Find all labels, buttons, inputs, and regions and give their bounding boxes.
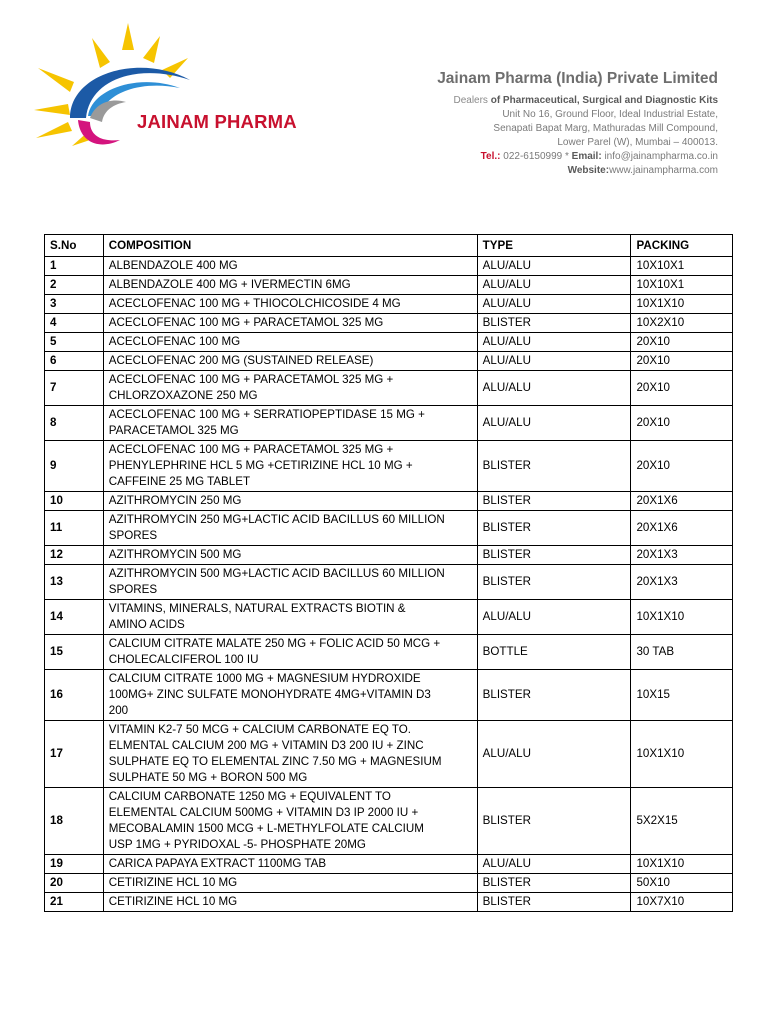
table-header-row bbox=[45, 235, 733, 257]
cell-sno: 13 bbox=[45, 565, 104, 600]
cell-type: ALU/ALU bbox=[477, 600, 631, 635]
cell-sno: 16 bbox=[45, 670, 104, 721]
composition-line: CARICA PAPAYA EXTRACT 1100MG TAB bbox=[108, 857, 327, 870]
cell-type: ALU/ALU bbox=[477, 352, 631, 371]
cell-composition bbox=[103, 874, 477, 893]
cell-composition bbox=[103, 511, 477, 546]
cell-type: BLISTER bbox=[477, 511, 631, 546]
table-row bbox=[45, 406, 733, 441]
composition-line: CHLORZOXAZONE 250 MG bbox=[108, 389, 258, 402]
cell-composition bbox=[103, 893, 477, 912]
composition-line: 200 bbox=[108, 704, 129, 717]
composition-line: AMINO ACIDS bbox=[108, 618, 185, 631]
table-row bbox=[45, 874, 733, 893]
contact-line bbox=[358, 150, 718, 164]
cell-packing: 10X2X10 bbox=[631, 314, 733, 333]
cell-composition bbox=[103, 352, 477, 371]
website-value[interactable]: www.jainampharma.com bbox=[609, 165, 718, 176]
composition-line: AZITHROMYCIN 250 MG+LACTIC ACID BACILLUS 60 MILLION bbox=[108, 513, 445, 526]
composition-line: MECOBALAMIN 1500 MCG + L-METHYLFOLATE CALCIUM bbox=[108, 822, 424, 835]
header-composition: COMPOSITION bbox=[103, 235, 477, 257]
table-row bbox=[45, 546, 733, 565]
cell-sno: 19 bbox=[45, 855, 104, 874]
cell-packing: 10X1X10 bbox=[631, 600, 733, 635]
cell-composition bbox=[103, 276, 477, 295]
cell-sno: 21 bbox=[45, 893, 104, 912]
cell-type: ALU/ALU bbox=[477, 333, 631, 352]
cell-sno: 15 bbox=[45, 635, 104, 670]
cell-packing: 20X1X6 bbox=[631, 492, 733, 511]
tel-value: 022-6150999 * bbox=[500, 151, 572, 162]
table-row bbox=[45, 855, 733, 874]
table-row bbox=[45, 333, 733, 352]
cell-type: ALU/ALU bbox=[477, 295, 631, 314]
composition-line: ACECLOFENAC 100 MG + SERRATIOPEPTIDASE 15 MG + bbox=[108, 408, 425, 421]
cell-packing: 20X10 bbox=[631, 371, 733, 406]
cell-type: ALU/ALU bbox=[477, 855, 631, 874]
cell-packing: 10X10X1 bbox=[631, 276, 733, 295]
table-row bbox=[45, 257, 733, 276]
table-row bbox=[45, 371, 733, 406]
company-logo bbox=[30, 18, 297, 153]
cell-type: BLISTER bbox=[477, 546, 631, 565]
cell-composition bbox=[103, 635, 477, 670]
cell-composition bbox=[103, 371, 477, 406]
cell-packing: 20X10 bbox=[631, 406, 733, 441]
table-row bbox=[45, 441, 733, 492]
cell-type: ALU/ALU bbox=[477, 406, 631, 441]
cell-type: BLISTER bbox=[477, 788, 631, 855]
cell-packing: 10X1X10 bbox=[631, 295, 733, 314]
cell-sno: 9 bbox=[45, 441, 104, 492]
company-info bbox=[358, 70, 718, 178]
cell-type: ALU/ALU bbox=[477, 721, 631, 788]
cell-composition bbox=[103, 721, 477, 788]
cell-type: BLISTER bbox=[477, 874, 631, 893]
composition-line: ACECLOFENAC 100 MG + PARACETAMOL 325 MG bbox=[108, 316, 384, 329]
cell-composition bbox=[103, 333, 477, 352]
composition-line: CETIRIZINE HCL 10 MG bbox=[108, 876, 238, 889]
cell-sno: 6 bbox=[45, 352, 104, 371]
composition-line: SPORES bbox=[108, 583, 158, 596]
cell-packing: 20X10 bbox=[631, 333, 733, 352]
table-row bbox=[45, 511, 733, 546]
composition-line: ALBENDAZOLE 400 MG bbox=[108, 259, 238, 272]
cell-packing: 5X2X15 bbox=[631, 788, 733, 855]
composition-line: ACECLOFENAC 100 MG bbox=[108, 335, 241, 348]
product-table bbox=[44, 234, 733, 912]
cell-packing: 20X1X3 bbox=[631, 546, 733, 565]
cell-composition bbox=[103, 441, 477, 492]
dealers-prefix: Dealers bbox=[453, 95, 491, 106]
cell-type: BLISTER bbox=[477, 893, 631, 912]
composition-line: AZITHROMYCIN 500 MG bbox=[108, 548, 242, 561]
cell-sno: 7 bbox=[45, 371, 104, 406]
composition-line: ALBENDAZOLE 400 MG + IVERMECTIN 6MG bbox=[108, 278, 351, 291]
cell-sno: 12 bbox=[45, 546, 104, 565]
cell-sno: 3 bbox=[45, 295, 104, 314]
cell-type: BLISTER bbox=[477, 441, 631, 492]
cell-type: ALU/ALU bbox=[477, 371, 631, 406]
cell-sno: 10 bbox=[45, 492, 104, 511]
cell-composition bbox=[103, 670, 477, 721]
logo-text: JAINAM PHARMA bbox=[137, 111, 297, 132]
header-sno: S.No bbox=[45, 235, 104, 257]
cell-packing: 10X1X10 bbox=[631, 855, 733, 874]
cell-packing: 30 TAB bbox=[631, 635, 733, 670]
cell-packing: 10X1X10 bbox=[631, 721, 733, 788]
cell-packing: 10X15 bbox=[631, 670, 733, 721]
website-line bbox=[358, 164, 718, 178]
table-row bbox=[45, 721, 733, 788]
composition-line: ACECLOFENAC 200 MG (SUSTAINED RELEASE) bbox=[108, 354, 374, 367]
cell-packing: 20X10 bbox=[631, 352, 733, 371]
table-row bbox=[45, 600, 733, 635]
composition-line: CALCIUM CARBONATE 1250 MG + EQUIVALENT TO bbox=[108, 790, 391, 803]
composition-line: 100MG+ ZINC SULFATE MONOHYDRATE 4MG+VITAMIN D3 bbox=[108, 688, 431, 701]
cell-sno: 8 bbox=[45, 406, 104, 441]
table-row bbox=[45, 492, 733, 511]
cell-sno: 4 bbox=[45, 314, 104, 333]
cell-composition bbox=[103, 855, 477, 874]
composition-line: ACECLOFENAC 100 MG + PARACETAMOL 325 MG + bbox=[108, 373, 394, 386]
table-row bbox=[45, 788, 733, 855]
composition-line: CAFFEINE 25 MG TABLET bbox=[108, 475, 251, 488]
email-label: Email: bbox=[571, 151, 602, 162]
composition-line: SULPHATE EQ TO ELEMENTAL ZINC 7.50 MG + MAGNESIUM bbox=[108, 755, 442, 768]
cell-packing: 20X1X6 bbox=[631, 511, 733, 546]
email-value[interactable]: info@jainampharma.co.in bbox=[601, 151, 718, 162]
cell-composition bbox=[103, 257, 477, 276]
cell-type: BOTTLE bbox=[477, 635, 631, 670]
cell-composition bbox=[103, 295, 477, 314]
cell-composition bbox=[103, 406, 477, 441]
company-name: Jainam Pharma (India) Private Limited bbox=[437, 70, 718, 87]
composition-line: USP 1MG + PYRIDOXAL -5- PHOSPHATE 20MG bbox=[108, 838, 366, 851]
cell-sno: 11 bbox=[45, 511, 104, 546]
cell-type: BLISTER bbox=[477, 565, 631, 600]
cell-type: ALU/ALU bbox=[477, 257, 631, 276]
table-row bbox=[45, 352, 733, 371]
cell-sno: 2 bbox=[45, 276, 104, 295]
cell-composition bbox=[103, 314, 477, 333]
cell-composition bbox=[103, 600, 477, 635]
table-body bbox=[45, 257, 733, 912]
composition-line: VITAMIN K2-7 50 MCG + CALCIUM CARBONATE EQ TO. bbox=[108, 723, 412, 736]
address-line-1: Unit No 16, Ground Floor, Ideal Industrial Estate, bbox=[502, 109, 718, 120]
dealers-description: of Pharmaceutical, Surgical and Diagnostic Kits bbox=[490, 95, 718, 106]
composition-line: CHOLECALCIFEROL 100 IU bbox=[108, 653, 259, 666]
website-label: Website: bbox=[567, 165, 610, 176]
composition-line: PARACETAMOL 325 MG bbox=[108, 424, 239, 437]
composition-line: SULPHATE 50 MG + BORON 500 MG bbox=[108, 771, 308, 784]
cell-sno: 18 bbox=[45, 788, 104, 855]
table-row bbox=[45, 565, 733, 600]
header-packing: PACKING bbox=[631, 235, 733, 257]
table-row bbox=[45, 893, 733, 912]
cell-sno: 17 bbox=[45, 721, 104, 788]
cell-sno: 5 bbox=[45, 333, 104, 352]
table-row bbox=[45, 314, 733, 333]
cell-composition bbox=[103, 492, 477, 511]
cell-composition bbox=[103, 565, 477, 600]
composition-line: AZITHROMYCIN 500 MG+LACTIC ACID BACILLUS 60 MILLION bbox=[108, 567, 445, 580]
composition-line: ELEMENTAL CALCIUM 500MG + VITAMIN D3 IP 2000 IU + bbox=[108, 806, 419, 819]
composition-line: VITAMINS, MINERALS, NATURAL EXTRACTS BIOTIN & bbox=[108, 602, 406, 615]
cell-sno: 1 bbox=[45, 257, 104, 276]
cell-packing: 10X10X1 bbox=[631, 257, 733, 276]
cell-sno: 14 bbox=[45, 600, 104, 635]
composition-line: ACECLOFENAC 100 MG + THIOCOLCHICOSIDE 4 MG bbox=[108, 297, 401, 310]
cell-composition bbox=[103, 788, 477, 855]
composition-line: ELMENTAL CALCIUM 200 MG + VITAMIN D3 200 IU + ZINC bbox=[108, 739, 424, 752]
cell-sno: 20 bbox=[45, 874, 104, 893]
cell-packing: 50X10 bbox=[631, 874, 733, 893]
address-line-2: Senapati Bapat Marg, Mathuradas Mill Compound, bbox=[493, 123, 718, 134]
composition-line: PHENYLEPHRINE HCL 5 MG +CETIRIZINE HCL 10 MG + bbox=[108, 459, 413, 472]
cell-packing: 10X7X10 bbox=[631, 893, 733, 912]
cell-type: BLISTER bbox=[477, 670, 631, 721]
cell-packing: 20X1X3 bbox=[631, 565, 733, 600]
composition-line: CETIRIZINE HCL 10 MG bbox=[108, 895, 238, 908]
dealers-line bbox=[358, 94, 718, 108]
table-row bbox=[45, 670, 733, 721]
table-row bbox=[45, 276, 733, 295]
composition-line: ACECLOFENAC 100 MG + PARACETAMOL 325 MG + bbox=[108, 443, 394, 456]
composition-line: AZITHROMYCIN 250 MG bbox=[108, 494, 242, 507]
composition-line: CALCIUM CITRATE 1000 MG + MAGNESIUM HYDROXIDE bbox=[108, 672, 421, 685]
composition-line: SPORES bbox=[108, 529, 158, 542]
cell-type: BLISTER bbox=[477, 314, 631, 333]
tel-label: Tel.: bbox=[480, 151, 501, 162]
cell-packing: 20X10 bbox=[631, 441, 733, 492]
cell-composition bbox=[103, 546, 477, 565]
table-row bbox=[45, 635, 733, 670]
header-type: TYPE bbox=[477, 235, 631, 257]
table-row bbox=[45, 295, 733, 314]
cell-type: BLISTER bbox=[477, 492, 631, 511]
cell-type: ALU/ALU bbox=[477, 276, 631, 295]
composition-line: CALCIUM CITRATE MALATE 250 MG + FOLIC ACID 50 MCG + bbox=[108, 637, 441, 650]
address-line-3: Lower Parel (W), Mumbai – 400013. bbox=[557, 137, 718, 148]
